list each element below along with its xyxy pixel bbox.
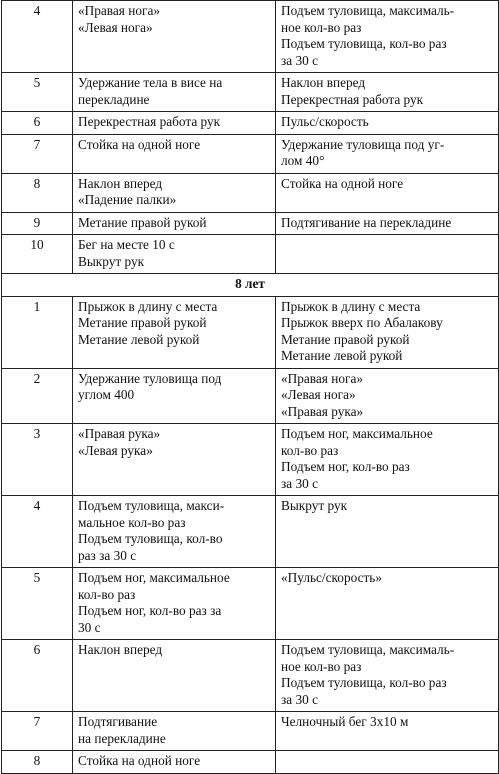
table-row	[2, 173, 499, 212]
test-cell-left	[73, 751, 276, 774]
table-row	[2, 424, 499, 496]
row-number: 10	[2, 235, 73, 274]
test-cell-right	[276, 73, 499, 112]
table-row	[2, 212, 499, 235]
cell-line: «Левая рука»	[78, 442, 153, 458]
cell-line: углом 400	[78, 387, 135, 402]
cell-line: Стойка на одной ноге	[78, 136, 201, 152]
cell-line: Удержание туловища под	[78, 370, 222, 386]
row-number: 8	[2, 173, 73, 212]
cell-line: Подъем туловища, кол-во раз	[281, 36, 447, 51]
cell-line: «Левая нога»	[78, 19, 153, 35]
cell-line: Метание правой рукой	[281, 331, 410, 347]
cell-line: Подъем туловища, макси-	[78, 498, 225, 513]
test-cell-left	[73, 1, 276, 73]
test-cell-left	[73, 712, 276, 751]
row-number: 4	[2, 1, 73, 73]
cell-line: Подъем ног, максимальное	[78, 570, 230, 585]
cell-line: «Правая рука»	[281, 403, 364, 419]
table-row	[2, 296, 499, 368]
table-row	[2, 235, 499, 274]
cell-line: Подтягивание на перекладине	[281, 214, 452, 230]
cell-line: Челночный бег 3х10 м	[281, 714, 409, 729]
section-row	[2, 274, 499, 297]
cell-line: Подъем туловища, кол-во раз	[281, 675, 447, 690]
row-number: 5	[2, 73, 73, 112]
cell-line: Стойка на одной ноге	[78, 753, 201, 768]
cell-line: «Правая нога»	[281, 370, 364, 386]
cell-line: Подъем туловища, максималь-	[281, 642, 455, 657]
test-cell-right	[276, 368, 499, 424]
row-number: 8	[2, 751, 73, 774]
test-cell-right	[276, 1, 499, 73]
cell-line: Бег на месте 10 с	[78, 237, 175, 252]
test-cell-left	[73, 568, 276, 640]
cell-line: Подъем туловища, максималь-	[281, 3, 455, 18]
cell-line: Пульс/скорость	[281, 114, 369, 129]
cell-line: за 30 с	[281, 475, 319, 491]
test-cell-right	[276, 751, 499, 774]
test-cell-right	[276, 134, 499, 173]
table-row	[2, 112, 499, 135]
cell-line: Выкрут рук	[78, 253, 145, 269]
test-cell-left	[73, 424, 276, 496]
table-row	[2, 712, 499, 751]
test-cell-right	[276, 496, 499, 568]
exercise-table	[1, 0, 499, 774]
cell-line: перекладине	[78, 91, 150, 107]
test-cell-right	[276, 424, 499, 496]
cell-line: Подъем ног, кол-во раз	[281, 459, 410, 474]
test-cell-right	[276, 235, 499, 274]
cell-line: «Пульс/скорость»	[281, 570, 382, 585]
table-row	[2, 134, 499, 173]
test-cell-right	[276, 568, 499, 640]
cell-line: за 30 с	[281, 691, 319, 707]
row-number: 4	[2, 496, 73, 568]
cell-line: Подъем ног, кол-во раз за	[78, 603, 222, 618]
test-cell-right	[276, 640, 499, 712]
table-row	[2, 568, 499, 640]
test-cell-left	[73, 73, 276, 112]
test-cell-left	[73, 134, 276, 173]
cell-line: кол-во раз	[281, 442, 339, 458]
cell-line: Подтягивание	[78, 714, 158, 729]
cell-line: за 30 с	[281, 52, 319, 68]
cell-line: лом 40°	[281, 153, 325, 168]
cell-line: 30 с	[78, 619, 101, 635]
test-cell-left	[73, 112, 276, 135]
table-row	[2, 640, 499, 712]
cell-line: Перекрестная работа рук	[78, 114, 221, 129]
test-cell-right	[276, 212, 499, 235]
cell-line: Подъем туловища, кол-во	[78, 531, 223, 546]
table-row	[2, 751, 499, 774]
cell-line: на перекладине	[78, 730, 166, 746]
cell-line: Удержание туловища под уг-	[281, 136, 445, 152]
test-cell-right	[276, 296, 499, 368]
test-cell-right	[276, 112, 499, 135]
test-cell-left	[73, 235, 276, 274]
cell-line: «Падение палки»	[78, 192, 177, 207]
cell-line: раз за 30 с	[78, 547, 137, 563]
row-number: 6	[2, 640, 73, 712]
cell-line: Наклон вперед	[78, 175, 163, 191]
cell-line: Прыжок в длину с места	[281, 298, 421, 314]
cell-line: Перекрестная работа рук	[281, 91, 424, 107]
test-cell-left	[73, 496, 276, 568]
test-cell-right	[276, 173, 499, 212]
cell-line: Метание левой рукой	[78, 331, 200, 347]
cell-line: Метание правой рукой	[78, 315, 207, 330]
test-cell-left	[73, 640, 276, 712]
row-number: 1	[2, 296, 73, 368]
cell-line: ное кол-во раз	[281, 19, 362, 35]
cell-line: «Правая нога»	[78, 3, 161, 18]
row-number: 7	[2, 712, 73, 751]
row-number: 7	[2, 134, 73, 173]
row-number: 3	[2, 424, 73, 496]
cell-line: Прыжок в длину с места	[78, 298, 218, 314]
test-cell-right	[276, 712, 499, 751]
test-cell-left	[73, 368, 276, 424]
cell-line: Метание правой рукой	[78, 214, 207, 230]
cell-line: «Левая нога»	[281, 387, 356, 402]
section-heading: 8 лет	[2, 274, 499, 297]
cell-line: Прыжок вверх по Абалакову	[281, 315, 443, 330]
cell-line: Выкрут рук	[281, 498, 348, 513]
test-cell-left	[73, 173, 276, 212]
row-number: 6	[2, 112, 73, 135]
cell-line: Наклон вперед	[281, 75, 366, 90]
table-body	[2, 1, 499, 774]
cell-line: Метание левой рукой	[281, 348, 403, 363]
cell-line: Подъем ног, максимальное	[281, 426, 433, 441]
cell-line: «Правая рука»	[78, 426, 161, 441]
table-row	[2, 368, 499, 424]
cell-line: ное кол-во раз	[281, 658, 362, 674]
cell-line: Наклон вперед	[78, 642, 163, 657]
row-number: 2	[2, 368, 73, 424]
cell-line: кол-во раз	[78, 586, 136, 602]
test-cell-left	[73, 212, 276, 235]
row-number: 9	[2, 212, 73, 235]
table-row	[2, 1, 499, 73]
test-cell-left	[73, 296, 276, 368]
cell-line: Стойка на одной ноге	[281, 175, 404, 191]
table-row	[2, 496, 499, 568]
table-row	[2, 73, 499, 112]
cell-line: мальное кол-во раз	[78, 514, 186, 530]
cell-line: Удержание тела в висе на	[78, 75, 223, 90]
row-number: 5	[2, 568, 73, 640]
